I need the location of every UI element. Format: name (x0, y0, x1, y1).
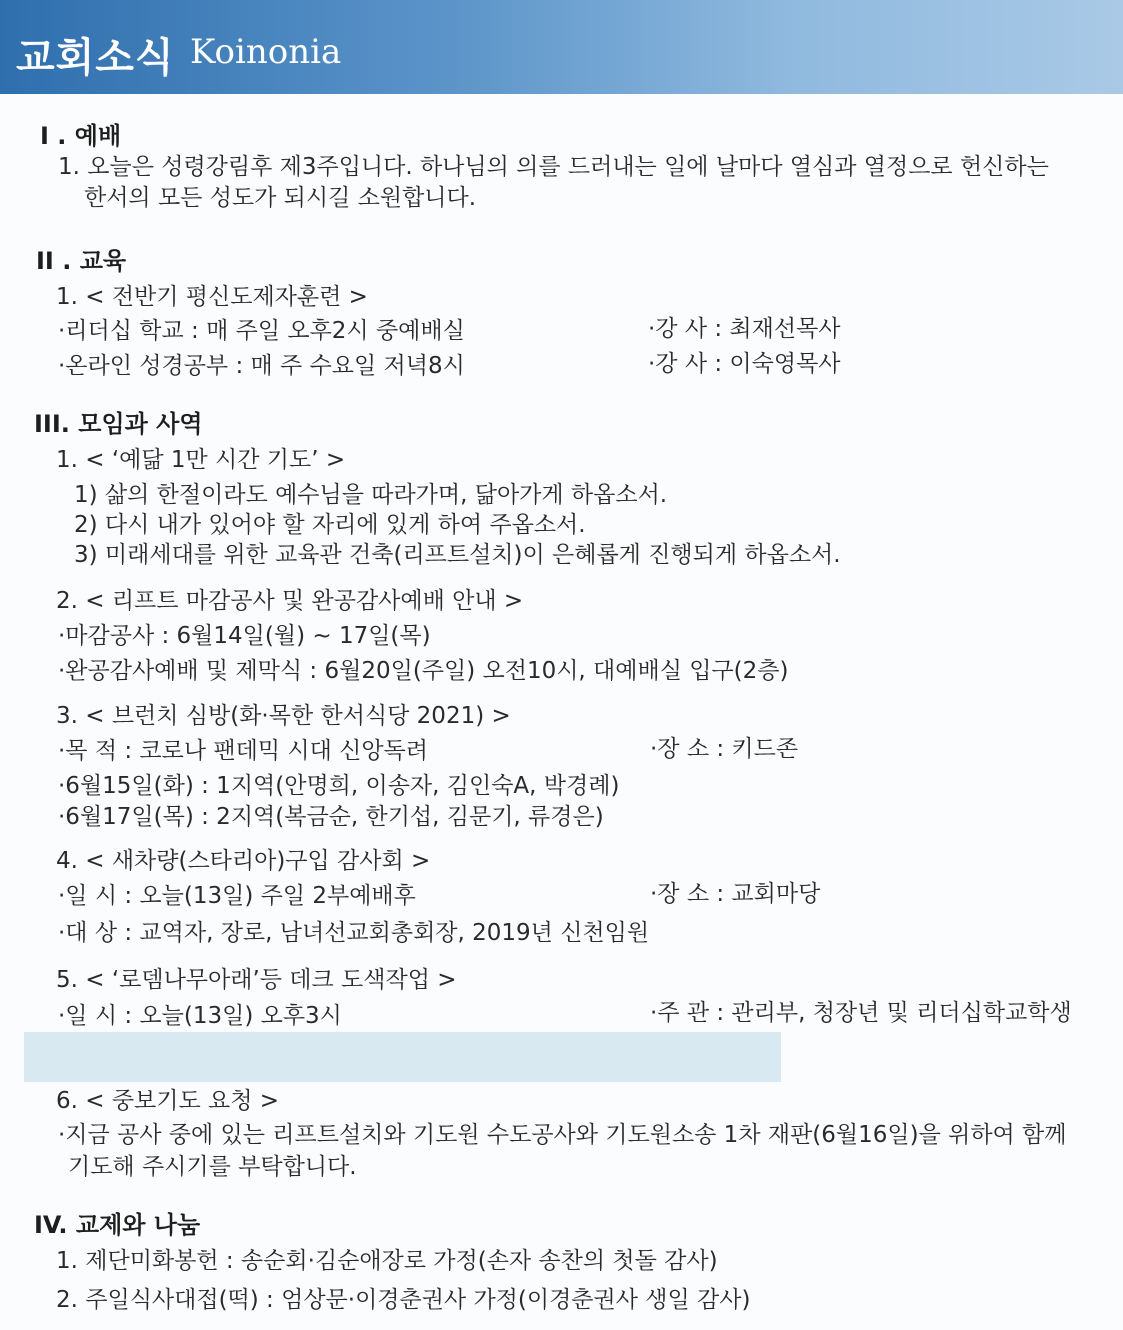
ministry-item-5-title: 5. < ‘로뎀나무아래’등 데크 도색작업 > (56, 967, 457, 993)
ministry-item-6-line-2: 기도해 주시기를 부탁합니다. (68, 1154, 357, 1180)
ministry-item-1-point-3: 3) 미래세대를 위한 교육관 건축(리프트설치)이 은혜롭게 진행되게 하옵소서. (74, 542, 841, 568)
ministry-item-6-line-1: ·지금 공사 중에 있는 리프트설치와 기도원 수도공사와 기도원소송 1차 재판(6월16일)을 위하여 함께 (58, 1122, 1067, 1148)
ministry-item-3-right-1: ·장 소 : 키드존 (650, 736, 799, 762)
ministry-item-5-line-1: ·일 시 : 오늘(13일) 오후3시 (58, 1003, 342, 1029)
education-row-2-left: ·온라인 성경공부 : 매 주 수요일 저녁8시 (58, 353, 465, 379)
fellowship-item-2: 2. 주일식사대접(떡) : 엄상문·이경춘권사 가정(이경춘권사 생일 감사) (56, 1287, 751, 1313)
worship-item-1-line-1: 1. 오늘은 성령강림후 제3주입니다. 하나님의 의를 드러내는 일에 날마다 열심과 열정으로 헌신하는 (58, 154, 1049, 180)
title-korean: 교회소식 (16, 35, 175, 81)
redacted-line (24, 1032, 781, 1082)
ministry-item-3-line-2: ·6월15일(화) : 1지역(안명희, 이송자, 김인숙A, 박경례) (58, 773, 620, 799)
ministry-item-5-right-1: ·주 관 : 관리부, 청장년 및 리더십학교학생 (650, 1000, 1072, 1026)
section-education-heading: II . 교육 (36, 247, 127, 275)
ministry-item-4-line-2: ·대 상 : 교역자, 장로, 남녀선교회총회장, 2019년 신천임원 (58, 920, 650, 946)
education-row-2-right: ·강 사 : 이숙영목사 (648, 351, 841, 377)
ministry-item-2-line-1: ·마감공사 : 6월14일(월) ~ 17일(목) (58, 623, 431, 649)
fellowship-item-1: 1. 제단미화봉헌 : 송순회·김순애장로 가정(손자 송찬의 첫돌 감사) (56, 1248, 718, 1274)
ministry-item-4-line-1: ·일 시 : 오늘(13일) 주일 2부예배후 (58, 883, 416, 909)
section-worship-heading: I . 예배 (40, 122, 122, 150)
ministry-item-1-point-2: 2) 다시 내가 있어야 할 자리에 있게 하여 주옵소서. (74, 512, 586, 538)
ministry-item-3-line-3: ·6월17일(목) : 2지역(복금순, 한기섭, 김문기, 류경은) (58, 804, 604, 830)
education-row-1-left: ·리더십 학교 : 매 주일 오후2시 중예배실 (58, 318, 465, 344)
ministry-item-4-right-1: ·장 소 : 교회마당 (650, 881, 821, 907)
education-item-1-title: 1. < 전반기 평신도제자훈련 > (56, 284, 368, 310)
ministry-item-2-title: 2. < 리프트 마감공사 및 완공감사예배 안내 > (56, 588, 524, 614)
ministry-item-3-line-1: ·목 적 : 코로나 팬데믹 시대 신앙독려 (58, 738, 428, 764)
header-banner (0, 0, 1123, 94)
section-ministry-heading: III. 모임과 사역 (34, 410, 203, 438)
ministry-item-4-title: 4. < 새차량(스타리아)구입 감사회 > (56, 848, 431, 874)
ministry-item-2-line-2: ·완공감사예배 및 제막식 : 6월20일(주일) 오전10시, 대예배실 입구(2층) (58, 658, 789, 684)
worship-item-1-line-2: 한서의 모든 성도가 되시길 소원합니다. (84, 185, 477, 211)
section-fellowship-heading: IV. 교제와 나눔 (34, 1211, 201, 1239)
title-english: Koinonia (190, 32, 342, 72)
education-row-1-right: ·강 사 : 최재선목사 (648, 316, 841, 342)
ministry-item-1-title: 1. < ‘예닮 1만 시간 기도’ > (56, 447, 346, 473)
ministry-item-6-title: 6. < 중보기도 요청 > (56, 1088, 280, 1114)
ministry-item-3-title: 3. < 브런치 심방(화·목한 한서식당 2021) > (56, 703, 511, 729)
ministry-item-1-point-1: 1) 삶의 한절이라도 예수님을 따라가며, 닮아가게 하옵소서. (74, 482, 668, 508)
